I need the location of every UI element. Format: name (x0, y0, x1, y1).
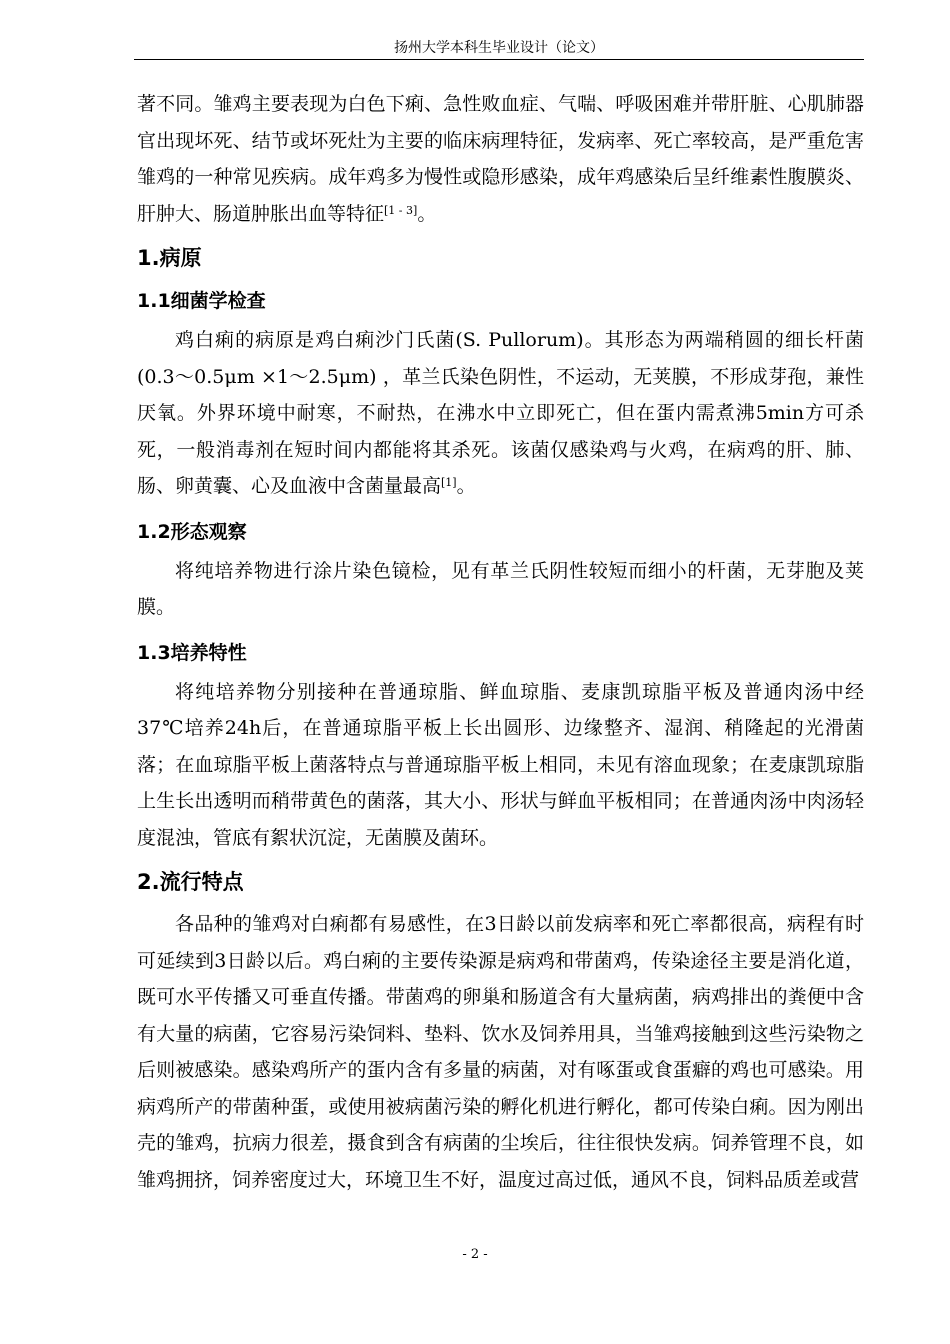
intro-paragraph (137, 86, 864, 232)
intro-end: 。 (417, 202, 437, 225)
citation: [1] (441, 476, 457, 489)
subsection-heading: 1.1细菌学检查 (137, 290, 266, 312)
subsection-heading: 1.3培养特性 (137, 641, 247, 664)
paragraph (137, 322, 864, 505)
paragraph: 将纯培养物进行涂片染色镜检，见有革兰氏阴性较短而细小的杆菌，无芽胞及荚膜。 (137, 559, 864, 618)
paragraph-text: 鸡白痢的病原是鸡白痢沙门氏菌(S. Pullorum)。其形态为两端稍圆的细长杆菌(0.3～0.5μm ×1～2.5μm) ，革兰氏染色阴性，不运动，无荚膜，不形成芽孢，兼性厌氧。外界环境中耐寒，不耐热，在沸水中立即死亡，但在蛋内需煮沸5min方可杀死，一般消毒剂在短时间内都能将其杀死。该菌仅感染鸡与火鸡，在病鸡的肝、肺、肠、卵黄囊、心及血液中含菌量最高 (137, 329, 864, 497)
paragraph-end: 。 (456, 475, 476, 497)
page-header: 扬州大学本科生毕业设计（论文） (394, 40, 604, 56)
citation: [1 - 3] (384, 203, 418, 217)
intro-text: 著不同。雏鸡主要表现为白色下痢、急性败血症、气喘、呼吸困难并带肝脏、心肌肺器官出现坏死、结节或坏死灶为主要的临床病理特征，发病率、死亡率较高，是严重危害雏鸡的一种常见疾病。成年鸡多为慢性或隐形感染，成年鸡感染后呈纤维素性腹膜炎、肝肿大、肠道肿胀出血等特征 (137, 93, 864, 225)
page-number: - 2 - (462, 1247, 488, 1262)
section-heading: 1.病原 (137, 246, 202, 270)
section-heading: 2.流行特点 (137, 870, 244, 894)
subsection-heading: 1.2形态观察 (137, 520, 247, 543)
page-body (137, 86, 864, 1198)
paragraph: 各品种的雏鸡对白痢都有易感性，在3日龄以前发病率和死亡率都很高，病程有时可延续到3日龄以后。鸡白痢的主要传染源是病鸡和带菌鸡，传染途径主要是消化道，既可水平传播又可垂直传播。带菌鸡的卵巢和肠道含有大量病菌，病鸡排出的粪便中含有大量的病菌，它容易污染饲料、垫料、饮水及饲养用具，当雏鸡接触到这些污染物之后则被感染。感染鸡所产的蛋内含有多量的病菌，对有啄蛋或食蛋癖的鸡也可感染。用病鸡所产的带菌种蛋，或使用被病菌污染的孵化机进行孵化，都可传染白痢。因为刚出壳的雏鸡，抗病力很差，摄食到含有病菌的尘埃后，往往很快发病。饲养管理不良，如雏鸡拥挤，饲养密度过大，环境卫生不好，温度过高过低，通风不良，饲料品质差或营 (137, 913, 864, 1191)
header-rule (134, 59, 864, 60)
paragraph: 将纯培养物分别接种在普通琼脂、鲜血琼脂、麦康凯琼脂平板及普通肉汤中经37℃培养24h后，在普通琼脂平板上长出圆形、边缘整齐、湿润、稍隆起的光滑菌落；在血琼脂平板上菌落特点与普通琼脂平板上相同，未见有溶血现象；在麦康凯琼脂上生长出透明而稍带黄色的菌落，其大小、形状与鲜血平板相同；在普通肉汤中肉汤轻度混浊，管底有絮状沉淀，无菌膜及菌环。 (137, 680, 864, 849)
